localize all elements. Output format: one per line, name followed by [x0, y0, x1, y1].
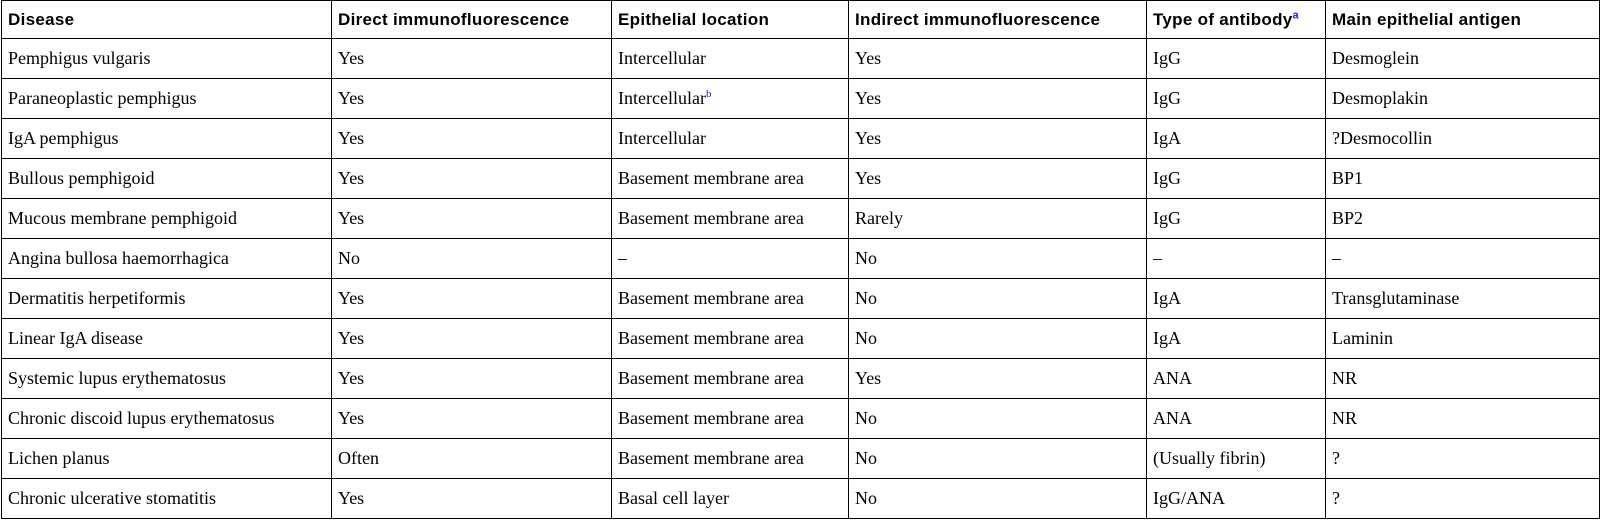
table-row — [2, 479, 1600, 519]
cell-indirect-immunofluorescence-text: Yes — [855, 88, 882, 108]
cell-main-epithelial-antigen — [1326, 239, 1600, 279]
cell-direct-immunofluorescence-text: No — [338, 248, 360, 268]
cell-disease — [2, 199, 332, 239]
cell-direct-immunofluorescence-text: Often — [338, 448, 379, 468]
cell-disease — [2, 239, 332, 279]
cell-type-of-antibody — [1147, 479, 1326, 519]
cell-direct-immunofluorescence — [332, 439, 612, 479]
cell-epithelial-location — [612, 359, 849, 399]
header-indirect-immunofluorescence: Indirect immunofluorescence — [849, 1, 1147, 39]
cell-indirect-immunofluorescence-text: Yes — [855, 168, 882, 188]
cell-main-epithelial-antigen — [1326, 399, 1600, 439]
cell-type-of-antibody-text: IgG — [1153, 168, 1181, 188]
cell-direct-immunofluorescence — [332, 119, 612, 159]
cell-type-of-antibody — [1147, 119, 1326, 159]
cell-disease-text: Bullous pemphigoid — [8, 168, 155, 188]
cell-direct-immunofluorescence-text: Yes — [338, 368, 365, 388]
header-type-of-antibody: Type of antibody$^a$ — [1147, 1, 1326, 39]
table-row — [2, 359, 1600, 399]
cell-type-of-antibody-text: IgA — [1153, 128, 1181, 148]
cell-disease-text: Lichen planus — [8, 448, 110, 468]
cell-direct-immunofluorescence — [332, 279, 612, 319]
cell-epithelial-location — [612, 39, 849, 79]
table-row — [2, 39, 1600, 79]
cell-epithelial-location-text: Intercellular — [618, 128, 706, 148]
cell-main-epithelial-antigen-text: NR — [1332, 408, 1358, 428]
cell-direct-immunofluorescence-text: Yes — [338, 208, 365, 228]
cell-main-epithelial-antigen — [1326, 119, 1600, 159]
cell-indirect-immunofluorescence — [849, 159, 1147, 199]
cell-indirect-immunofluorescence — [849, 279, 1147, 319]
cell-epithelial-location-text: Basement membrane area — [618, 168, 804, 188]
cell-type-of-antibody-text: (Usually fibrin) — [1153, 448, 1266, 468]
cell-epithelial-location — [612, 79, 849, 119]
cell-epithelial-location-text: Basement membrane area — [618, 208, 804, 228]
cell-disease-text: Dermatitis herpetiformis — [8, 288, 186, 308]
header-disease: Disease — [2, 1, 332, 39]
cell-indirect-immunofluorescence — [849, 319, 1147, 359]
cell-type-of-antibody-text: – — [1153, 248, 1162, 268]
cell-epithelial-location — [612, 439, 849, 479]
footnote-marker-b[interactable]: b — [705, 88, 712, 100]
cell-main-epithelial-antigen — [1326, 319, 1600, 359]
cell-disease-text: Angina bullosa haemorrhagica — [8, 248, 229, 268]
cell-main-epithelial-antigen — [1326, 479, 1600, 519]
cell-main-epithelial-antigen — [1326, 79, 1600, 119]
cell-epithelial-location-text: Intercellular — [618, 48, 706, 68]
cell-type-of-antibody — [1147, 319, 1326, 359]
cell-direct-immunofluorescence — [332, 239, 612, 279]
cell-epithelial-location — [612, 479, 849, 519]
cell-direct-immunofluorescence — [332, 159, 612, 199]
cell-indirect-immunofluorescence-text: Rarely — [855, 208, 903, 228]
cell-indirect-immunofluorescence-text: No — [855, 288, 877, 308]
cell-epithelial-location-text: Basement membrane area — [618, 328, 804, 348]
cell-direct-immunofluorescence — [332, 399, 612, 439]
table-row — [2, 79, 1600, 119]
cell-epithelial-location-text: Intercellular — [618, 88, 706, 108]
cell-disease — [2, 359, 332, 399]
table-body — [2, 39, 1600, 519]
cell-main-epithelial-antigen — [1326, 279, 1600, 319]
cell-direct-immunofluorescence — [332, 319, 612, 359]
cell-disease — [2, 119, 332, 159]
cell-main-epithelial-antigen-text: ?Desmocollin — [1332, 128, 1432, 148]
cell-main-epithelial-antigen-text: Desmoplakin — [1332, 88, 1428, 108]
cell-type-of-antibody-text: IgG — [1153, 48, 1181, 68]
cell-direct-immunofluorescence-text: Yes — [338, 48, 365, 68]
cell-type-of-antibody — [1147, 439, 1326, 479]
cell-epithelial-location — [612, 279, 849, 319]
cell-epithelial-location-text: Basal cell layer — [618, 488, 729, 508]
header-epithelial-location: Epithelial location — [612, 1, 849, 39]
cell-disease-text: Paraneoplastic pemphigus — [8, 88, 197, 108]
cell-indirect-immunofluorescence — [849, 399, 1147, 439]
cell-direct-immunofluorescence-text: Yes — [338, 288, 365, 308]
cell-indirect-immunofluorescence — [849, 439, 1147, 479]
cell-main-epithelial-antigen-text: NR — [1332, 368, 1358, 388]
cell-disease-text: Linear IgA disease — [8, 328, 143, 348]
cell-indirect-immunofluorescence-text: No — [855, 408, 877, 428]
table-row — [2, 439, 1600, 479]
cell-disease-text: Mucous membrane pemphigoid — [8, 208, 237, 228]
cell-type-of-antibody-text: IgA — [1153, 328, 1181, 348]
cell-epithelial-location — [612, 399, 849, 439]
cell-main-epithelial-antigen-text: Laminin — [1332, 328, 1393, 348]
cell-type-of-antibody-text: IgG — [1153, 88, 1181, 108]
table-row — [2, 159, 1600, 199]
cell-direct-immunofluorescence-text: Yes — [338, 408, 365, 428]
cell-type-of-antibody — [1147, 199, 1326, 239]
cell-indirect-immunofluorescence-text: Yes — [855, 368, 882, 388]
cell-indirect-immunofluorescence — [849, 199, 1147, 239]
cell-indirect-immunofluorescence-text: No — [855, 248, 877, 268]
cell-epithelial-location-text: Basement membrane area — [618, 408, 804, 428]
cell-indirect-immunofluorescence — [849, 239, 1147, 279]
cell-indirect-immunofluorescence — [849, 39, 1147, 79]
cell-main-epithelial-antigen-text: – — [1332, 248, 1341, 268]
cell-main-epithelial-antigen — [1326, 359, 1600, 399]
cell-disease-text: IgA pemphigus — [8, 128, 119, 148]
cell-main-epithelial-antigen-text: ? — [1332, 488, 1340, 508]
cell-main-epithelial-antigen — [1326, 39, 1600, 79]
cell-type-of-antibody-text: IgG — [1153, 208, 1181, 228]
cell-epithelial-location — [612, 159, 849, 199]
cell-disease-text: Systemic lupus erythematosus — [8, 368, 226, 388]
cell-epithelial-location-text: – — [618, 248, 627, 268]
cell-epithelial-location — [612, 239, 849, 279]
cell-indirect-immunofluorescence-text: Yes — [855, 128, 882, 148]
cell-direct-immunofluorescence-text: Yes — [338, 88, 365, 108]
cell-disease — [2, 79, 332, 119]
cell-disease — [2, 319, 332, 359]
cell-indirect-immunofluorescence — [849, 359, 1147, 399]
table-row — [2, 119, 1600, 159]
cell-disease — [2, 439, 332, 479]
cell-main-epithelial-antigen — [1326, 439, 1600, 479]
header-main-epithelial-antigen: Main epithelial antigen — [1326, 1, 1600, 39]
table-row — [2, 319, 1600, 359]
table-row — [2, 239, 1600, 279]
cell-disease — [2, 159, 332, 199]
cell-main-epithelial-antigen-text: ? — [1332, 448, 1340, 468]
cell-epithelial-location — [612, 119, 849, 159]
table-row — [2, 279, 1600, 319]
cell-type-of-antibody — [1147, 159, 1326, 199]
cell-disease-text: Chronic discoid lupus erythematosus — [8, 408, 275, 428]
cell-disease — [2, 479, 332, 519]
cell-type-of-antibody — [1147, 79, 1326, 119]
cell-indirect-immunofluorescence — [849, 119, 1147, 159]
cell-type-of-antibody — [1147, 399, 1326, 439]
cell-indirect-immunofluorescence-text: No — [855, 488, 877, 508]
immunofluorescence-table — [1, 0, 1600, 519]
header-direct-immunofluorescence: Direct immunofluorescence — [332, 1, 612, 39]
cell-main-epithelial-antigen-text: BP2 — [1332, 208, 1364, 228]
cell-direct-immunofluorescence-text: Yes — [338, 128, 365, 148]
cell-disease — [2, 399, 332, 439]
cell-type-of-antibody — [1147, 359, 1326, 399]
cell-epithelial-location-text: Basement membrane area — [618, 368, 804, 388]
cell-direct-immunofluorescence-text: Yes — [338, 488, 365, 508]
cell-indirect-immunofluorescence-text: No — [855, 448, 877, 468]
cell-direct-immunofluorescence-text: Yes — [338, 328, 365, 348]
cell-disease-text: Chronic ulcerative stomatitis — [8, 488, 216, 508]
cell-epithelial-location-text: Basement membrane area — [618, 448, 804, 468]
cell-disease — [2, 39, 332, 79]
cell-direct-immunofluorescence-text: Yes — [338, 168, 365, 188]
cell-indirect-immunofluorescence — [849, 479, 1147, 519]
cell-direct-immunofluorescence — [332, 199, 612, 239]
cell-indirect-immunofluorescence-text: Yes — [855, 48, 882, 68]
cell-indirect-immunofluorescence-text: No — [855, 328, 877, 348]
table-row — [2, 399, 1600, 439]
cell-type-of-antibody-text: IgA — [1153, 288, 1181, 308]
cell-epithelial-location-text: Basement membrane area — [618, 288, 804, 308]
cell-type-of-antibody — [1147, 239, 1326, 279]
cell-disease-text: Pemphigus vulgaris — [8, 48, 151, 68]
cell-main-epithelial-antigen — [1326, 159, 1600, 199]
footnote-marker-a[interactable]: a — [1292, 8, 1299, 21]
header-row — [2, 1, 1600, 39]
cell-epithelial-location — [612, 199, 849, 239]
cell-epithelial-location — [612, 319, 849, 359]
cell-disease — [2, 279, 332, 319]
cell-main-epithelial-antigen-text: Transglutaminase — [1332, 288, 1460, 308]
table-header — [2, 1, 1600, 39]
cell-direct-immunofluorescence — [332, 479, 612, 519]
cell-type-of-antibody — [1147, 279, 1326, 319]
cell-type-of-antibody — [1147, 39, 1326, 79]
cell-type-of-antibody-text: ANA — [1153, 408, 1192, 428]
cell-direct-immunofluorescence — [332, 39, 612, 79]
cell-main-epithelial-antigen — [1326, 199, 1600, 239]
table-row — [2, 199, 1600, 239]
cell-main-epithelial-antigen-text: Desmoglein — [1332, 48, 1419, 68]
cell-indirect-immunofluorescence — [849, 79, 1147, 119]
cell-direct-immunofluorescence — [332, 359, 612, 399]
cell-type-of-antibody-text: IgG/ANA — [1153, 488, 1225, 508]
cell-type-of-antibody-text: ANA — [1153, 368, 1192, 388]
cell-direct-immunofluorescence — [332, 79, 612, 119]
cell-main-epithelial-antigen-text: BP1 — [1332, 168, 1364, 188]
